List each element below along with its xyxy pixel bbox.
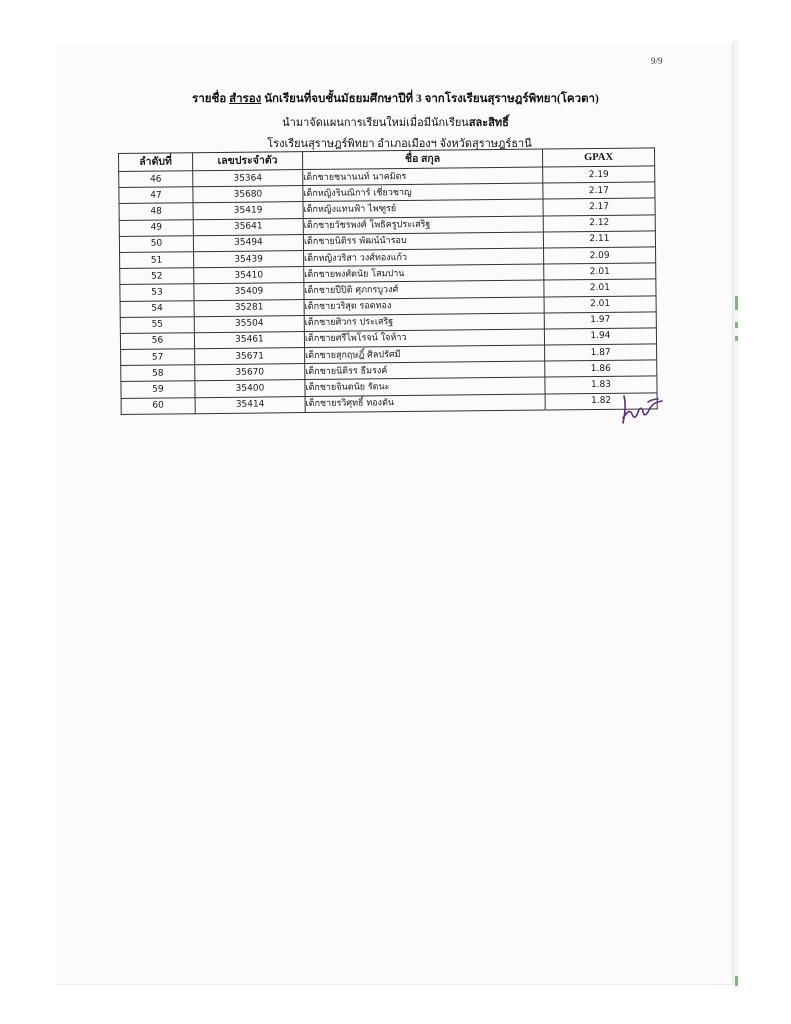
title-underlined-word: สำรอง: [229, 93, 262, 105]
row-order: 58: [121, 365, 195, 382]
row-order: 49: [119, 219, 193, 236]
row-order: 48: [119, 203, 193, 220]
document-title: [0, 90, 791, 108]
row-student-id: 35414: [195, 396, 305, 413]
row-gpax: 1.82: [545, 392, 657, 409]
row-student-id: 35670: [195, 364, 305, 381]
title-rest: นักเรียนที่จบชั้นมัธยมศึกษาปีที่ 3 จากโรงเรียนสุราษฎร์พิทยา(โควตา): [261, 93, 599, 105]
page-edge: [733, 40, 739, 985]
header-name: ชื่อ สกุล: [302, 149, 542, 170]
page-number: 9/9: [651, 56, 663, 66]
row-gpax: 2.17: [543, 182, 655, 199]
row-student-id: 35680: [193, 186, 303, 203]
row-student-id: 35494: [193, 234, 303, 251]
subtitle-bold: สละสิทธิ์: [468, 117, 509, 129]
row-student-name: เด็กชายจินตนัย รัตนะ: [305, 377, 545, 396]
row-student-id: 35641: [193, 218, 303, 235]
row-student-id: 35364: [193, 170, 303, 187]
row-order: 56: [120, 333, 194, 350]
row-gpax: 2.01: [544, 263, 656, 280]
row-gpax: 2.11: [543, 231, 655, 248]
row-order: 54: [120, 300, 194, 317]
row-gpax: 1.87: [545, 344, 657, 361]
row-student-name: เด็กชายชนานนท์ นาคมิตร: [303, 167, 543, 186]
row-gpax: 2.12: [543, 214, 655, 231]
row-gpax: 1.86: [545, 360, 657, 377]
row-order: 50: [119, 235, 193, 252]
row-student-name: เด็กหญิงวริสา วงศ์ทองแก้ว: [304, 248, 544, 267]
row-student-id: 35461: [194, 331, 304, 348]
row-gpax: 1.94: [544, 328, 656, 345]
row-student-id: 35409: [194, 283, 304, 300]
row-student-name: เด็กชายวัชรพงศ์ โพธิครูประเสริฐ: [303, 216, 543, 235]
row-student-id: 35410: [194, 267, 304, 284]
row-student-name: เด็กชายนิติรร พัฒน์นำรอบ: [303, 232, 543, 251]
header-student-id: เลขประจำตัว: [193, 152, 303, 171]
row-order: 59: [121, 381, 195, 398]
row-student-name: เด็กชายปีปิติ ศุภกรบูวงศ์: [304, 280, 544, 299]
row-gpax: 2.09: [544, 247, 656, 264]
edge-mark: [735, 976, 738, 986]
edge-mark: [735, 336, 738, 341]
edge-mark: [735, 296, 738, 310]
row-student-id: 35400: [195, 380, 305, 397]
signature: [618, 390, 674, 426]
row-student-name: เด็กชายวริสุต รอดทอง: [304, 297, 544, 316]
row-student-name: เด็กชายศิวกร ประเสริฐ: [304, 313, 544, 332]
row-student-id: 35419: [193, 202, 303, 219]
row-order: 52: [120, 268, 194, 285]
row-student-name: เด็กหญิงรินณิการ์ เชี่ยวชาญ: [303, 183, 543, 202]
row-order: 60: [121, 397, 195, 414]
row-student-name: เด็กชายนิติรร ธีมรงค์: [305, 361, 545, 380]
row-gpax: 2.01: [544, 295, 656, 312]
row-gpax: 1.83: [545, 376, 657, 393]
document-subtitle: [0, 113, 791, 131]
row-gpax: 2.19: [543, 166, 655, 183]
row-gpax: 2.01: [544, 279, 656, 296]
row-student-id: 35281: [194, 299, 304, 316]
row-student-id: 35504: [194, 315, 304, 332]
row-student-name: เด็กชายสุกฤษฎิ์ ศิลปรัศมี: [305, 345, 545, 364]
header-order: ลำดับที่: [119, 153, 193, 172]
edge-mark: [735, 322, 738, 328]
row-student-id: 35671: [195, 348, 305, 365]
header-gpax: GPAX: [542, 148, 654, 167]
row-student-name: เด็กชายรวิศุทธิ์ ทองดัน: [305, 394, 545, 413]
row-student-name: เด็กชายศรีไพโรจน์ ใจห้าว: [304, 329, 544, 348]
row-student-name: เด็กหญิงแทนฟ้า ไพฑูรย์: [303, 199, 543, 218]
table-body: [119, 166, 658, 414]
row-gpax: 1.97: [544, 312, 656, 329]
row-order: 55: [120, 316, 194, 333]
student-table: [118, 147, 658, 414]
row-order: 46: [119, 171, 193, 188]
subtitle-plain: นำมาจัดแผนการเรียนใหม่เมื่อมีนักเรียน: [282, 117, 469, 129]
row-student-name: เด็กชายพงศ์ตนัย โสมปาน: [304, 264, 544, 283]
row-order: 57: [121, 349, 195, 366]
row-order: 53: [120, 284, 194, 301]
school-line: โรงเรียนสุราษฎร์พิทยา อำเภอเมืองฯ จังหวัดสุราษฎร์ธานี: [267, 138, 532, 150]
row-gpax: 2.17: [543, 198, 655, 215]
row-student-id: 35439: [194, 251, 304, 268]
row-order: 51: [120, 252, 194, 269]
row-order: 47: [119, 187, 193, 204]
title-prefix: รายชื่อ: [192, 93, 230, 105]
